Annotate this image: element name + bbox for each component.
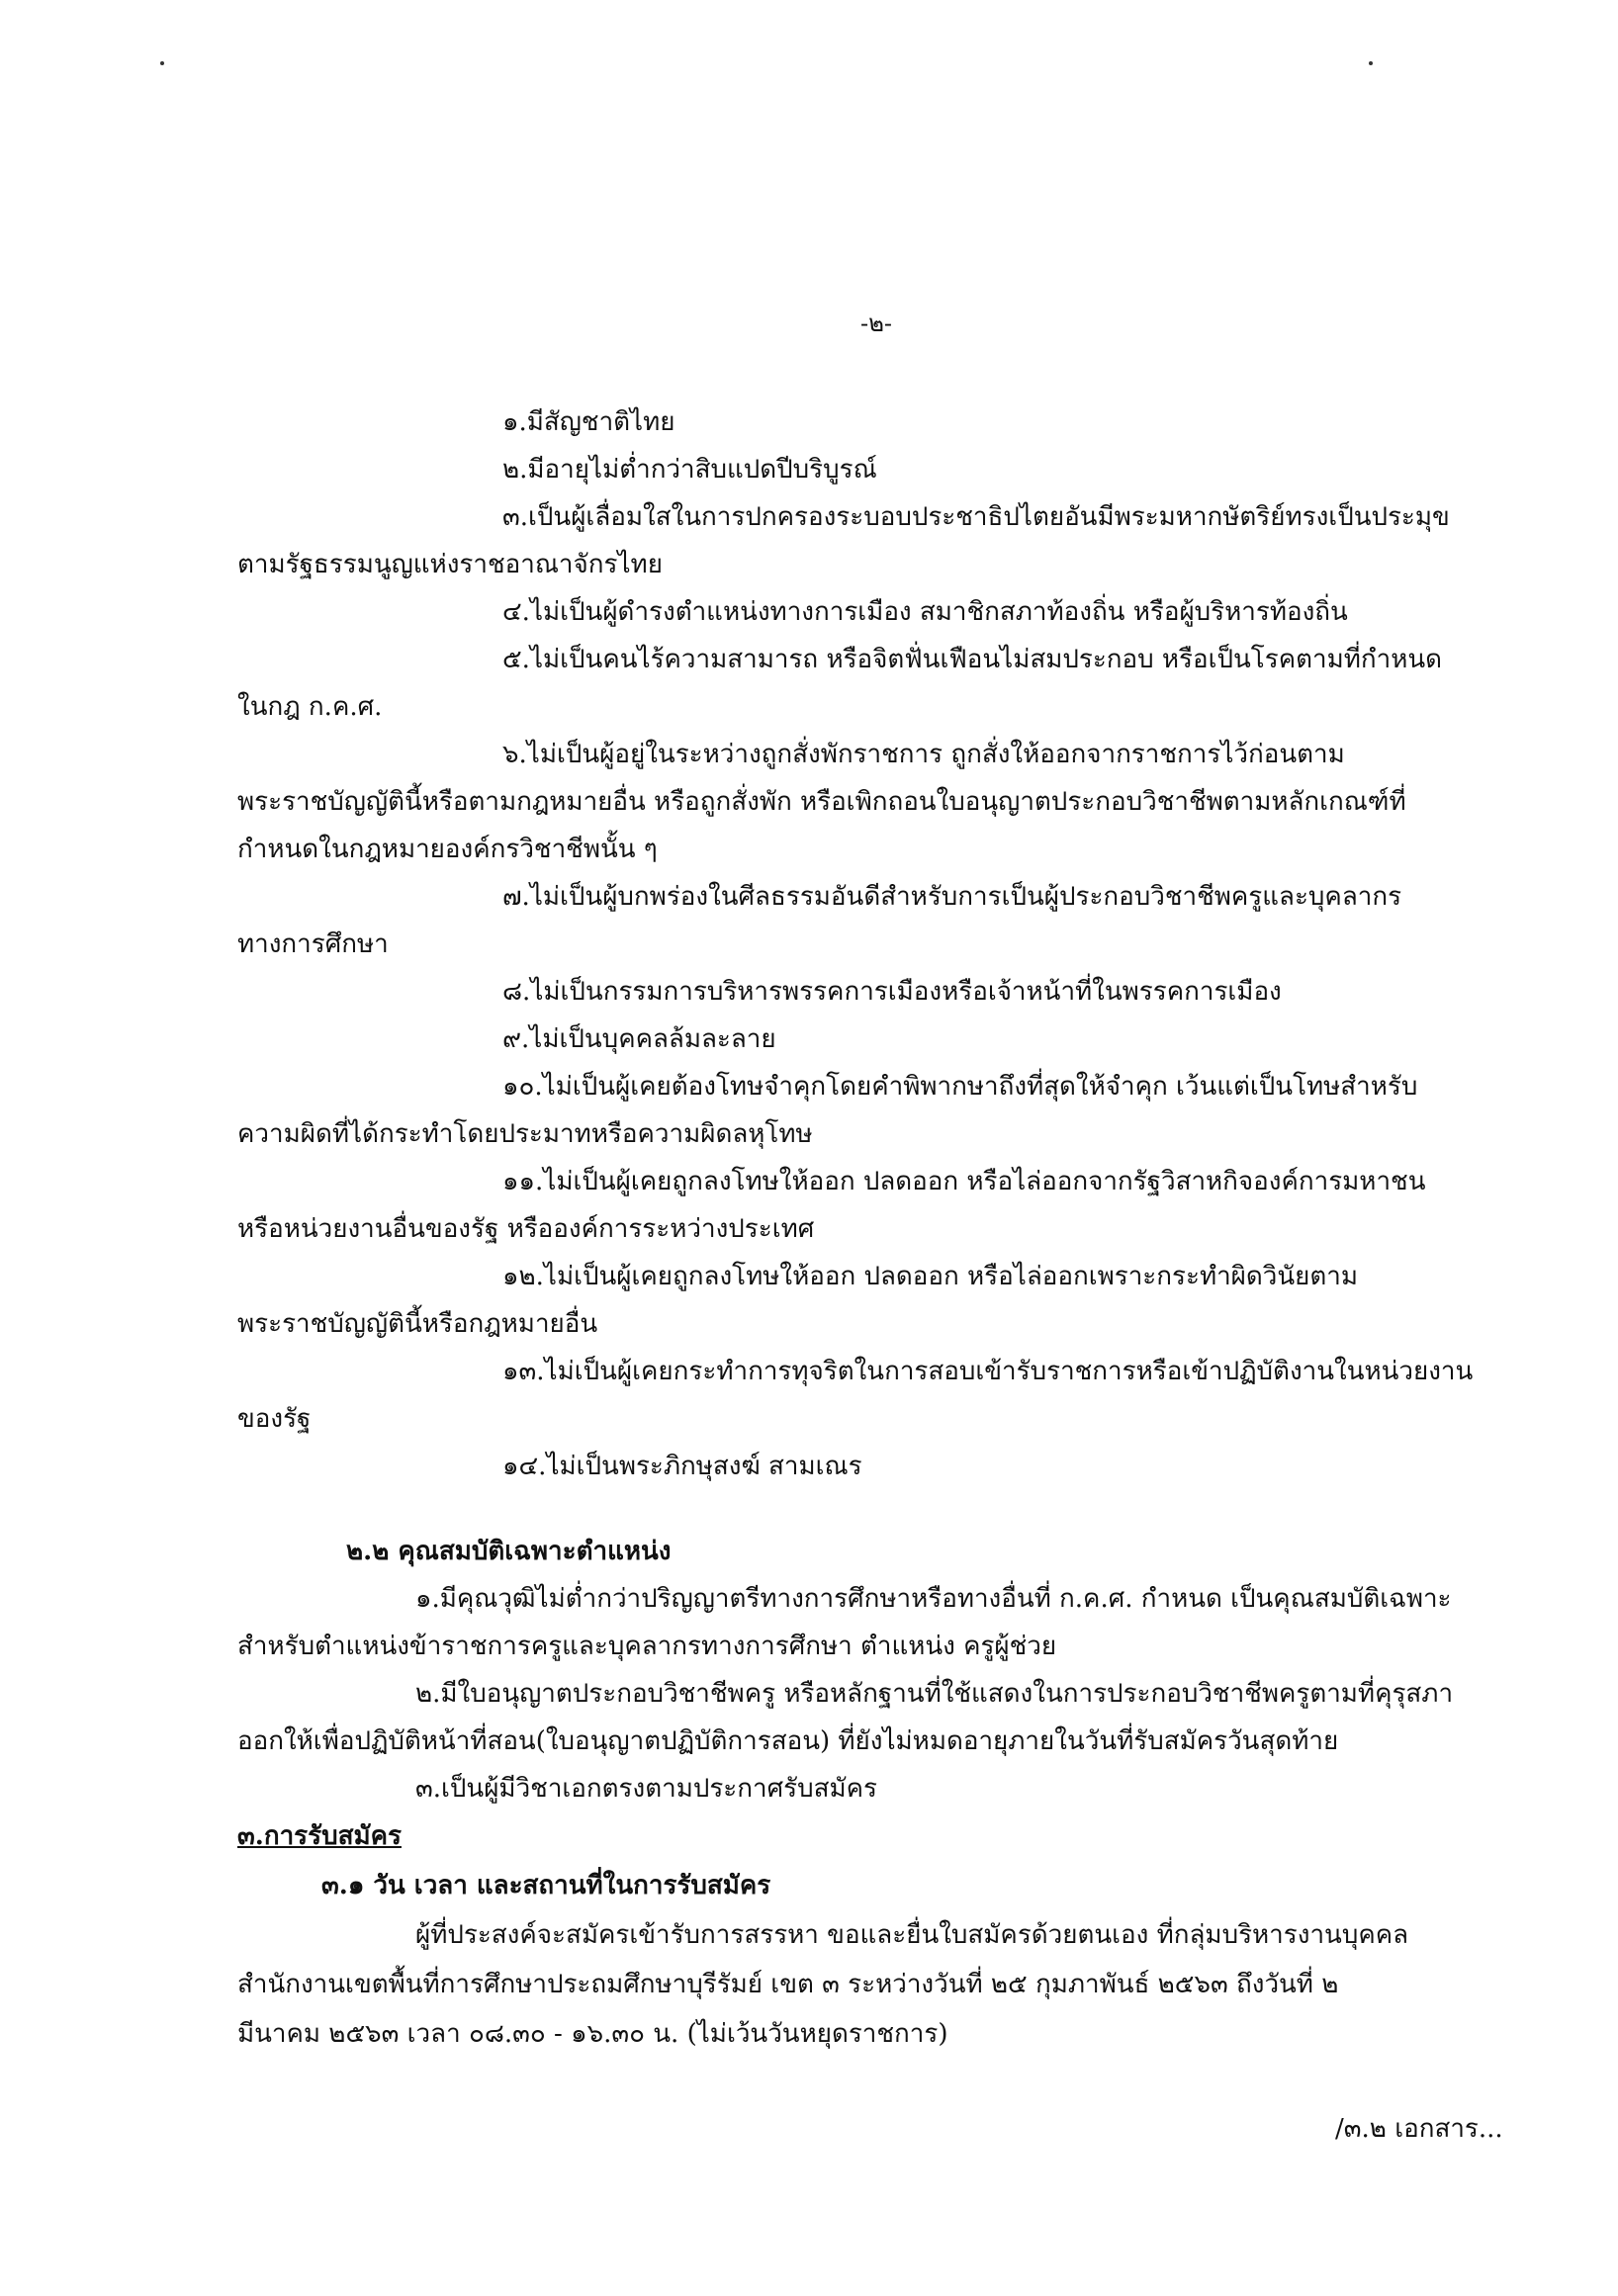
qualification-12: ๑๒.ไม่เป็นผู้เคยถูกลงโทษให้ออก ปลดออก หรือไล่ออกเพราะกระทำผิดวินัยตาม [502,1262,1359,1291]
qualification-5-cont: ในกฎ ก.ค.ศ. [237,692,383,722]
section-3-1-heading: ๓.๑ วัน เวลา และสถานที่ในการรับสมัคร [321,1871,771,1900]
section-2-2-heading: ๒.๒ คุณสมบัติเฉพาะตำแหน่ง [346,1537,672,1566]
qualification-8: ๘.ไม่เป็นกรรมการบริหารพรรคการเมืองหรือเจ้าหน้าที่ในพรรคการเมือง [502,977,1282,1007]
qualification-6-cont-2: กำหนดในกฎหมายองค์กรวิชาชีพนั้น ๆ [237,835,658,864]
qualification-6: ๖.ไม่เป็นผู้อยู่ในระหว่างถูกสั่งพักราชการ ถูกสั่งให้ออกจากราชการไว้ก่อนตาม [502,740,1345,769]
section-2-2-line-2: สำหรับตำแหน่งข้าราชการครูและบุคลากรทางการศึกษา ตำแหน่ง ครูผู้ช่วย [237,1632,1057,1661]
qualification-2: ๒.มีอายุไม่ต่ำกว่าสิบแปดปีบริบูรณ์ [502,455,877,485]
scan-speck [1369,61,1373,65]
continuation-marker: /๓.๒ เอกสาร... [1335,2114,1503,2144]
qualification-13-cont: ของรัฐ [237,1404,312,1434]
section-3-1-line-2: สำนักงานเขตพื้นที่การศึกษาประถมศึกษาบุรีรัมย์ เขต ๓ ระหว่างวันที่ ๒๕ กุมภาพันธ์ ๒๕๖๓ ถึงวันที่ ๒ [237,1970,1339,1999]
qualification-5: ๕.ไม่เป็นคนไร้ความสามารถ หรือจิตฟั่นเฟือนไม่สมประกอบ หรือเป็นโรคตามที่กำหนด [502,645,1443,674]
qualification-7-cont: ทางการศึกษา [237,929,389,959]
section-2-2-line-5: ๓.เป็นผู้มีวิชาเอกตรงตามประกาศรับสมัคร [415,1774,877,1804]
qualification-10-cont: ความผิดที่ได้กระทำโดยประมาทหรือความผิดลหุโทษ [237,1119,813,1149]
qualification-10: ๑๐.ไม่เป็นผู้เคยต้องโทษจำคุกโดยคำพิพากษาถึงที่สุดให้จำคุก เว้นแต่เป็นโทษสำหรับ [502,1072,1418,1102]
section-2-2-line-1: ๑.มีคุณวุฒิไม่ต่ำกว่าปริญญาตรีทางการศึกษาหรือทางอื่นที่ ก.ค.ศ. กำหนด เป็นคุณสมบัติเฉพาะ [415,1584,1452,1614]
qualification-9: ๙.ไม่เป็นบุคคลล้มละลาย [502,1024,776,1054]
qualification-6-cont-1: พระราชบัญญัตินี้หรือตามกฎหมายอื่น หรือถูกสั่งพัก หรือเพิกถอนใบอนุญาตประกอบวิชาชีพตามหลักเกณฑ์ที่ [237,787,1406,817]
section-3-heading: ๓.การรับสมัคร [237,1821,402,1851]
section-3-1-line-1: ผู้ที่ประสงค์จะสมัครเข้ารับการสรรหา ขอและยื่นใบสมัครด้วยตนเอง ที่กลุ่มบริหารงานบุคคล [415,1920,1409,1950]
qualification-7: ๗.ไม่เป็นผู้บกพร่องในศีลธรรมอันดีสำหรับการเป็นผู้ประกอบวิชาชีพครูและบุคลากร [502,882,1402,912]
section-2-2-line-3: ๒.มีใบอนุญาตประกอบวิชาชีพครู หรือหลักฐานที่ใช้แสดงในการประกอบวิชาชีพครูตามที่คุรุสภา [415,1679,1454,1709]
qualification-14: ๑๔.ไม่เป็นพระภิกษุสงฆ์ สามเณร [502,1452,862,1481]
qualification-13: ๑๓.ไม่เป็นผู้เคยกระทำการทุจริตในการสอบเข้ารับราชการหรือเข้าปฏิบัติงานในหน่วยงาน [502,1357,1474,1386]
section-3-1-line-3: มีนาคม ๒๕๖๓ เวลา ๐๘.๓๐ - ๑๖.๓๐ น. (ไม่เว้นวันหยุดราชการ) [237,2019,948,2049]
qualification-3-cont: ตามรัฐธรรมนูญแห่งราชอาณาจักรไทย [237,550,663,579]
qualification-11: ๑๑.ไม่เป็นผู้เคยถูกลงโทษให้ออก ปลดออก หรือไล่ออกจากรัฐวิสาหกิจองค์การมหาชน [502,1167,1426,1196]
qualification-1: ๑.มีสัญชาติไทย [502,407,675,437]
page-number: -๒- [860,309,893,337]
qualification-11-cont: หรือหน่วยงานอื่นของรัฐ หรือองค์การระหว่างประเทศ [237,1214,815,1244]
qualification-4: ๔.ไม่เป็นผู้ดำรงตำแหน่งทางการเมือง สมาชิกสภาท้องถิ่น หรือผู้บริหารท้องถิ่น [502,597,1348,627]
scan-speck [160,61,164,65]
qualification-12-cont: พระราชบัญญัตินี้หรือกฎหมายอื่น [237,1309,598,1339]
section-2-2-line-4: ออกให้เพื่อปฏิบัติหน้าที่สอน(ใบอนุญาตปฏิบัติการสอน) ที่ยังไม่หมดอายุภายในวันที่รับสมัครวันสุดท้าย [237,1726,1339,1756]
qualification-3: ๓.เป็นผู้เลื่อมใสในการปกครองระบอบประชาธิปไตยอันมีพระมหากษัตริย์ทรงเป็นประมุข [502,502,1450,532]
